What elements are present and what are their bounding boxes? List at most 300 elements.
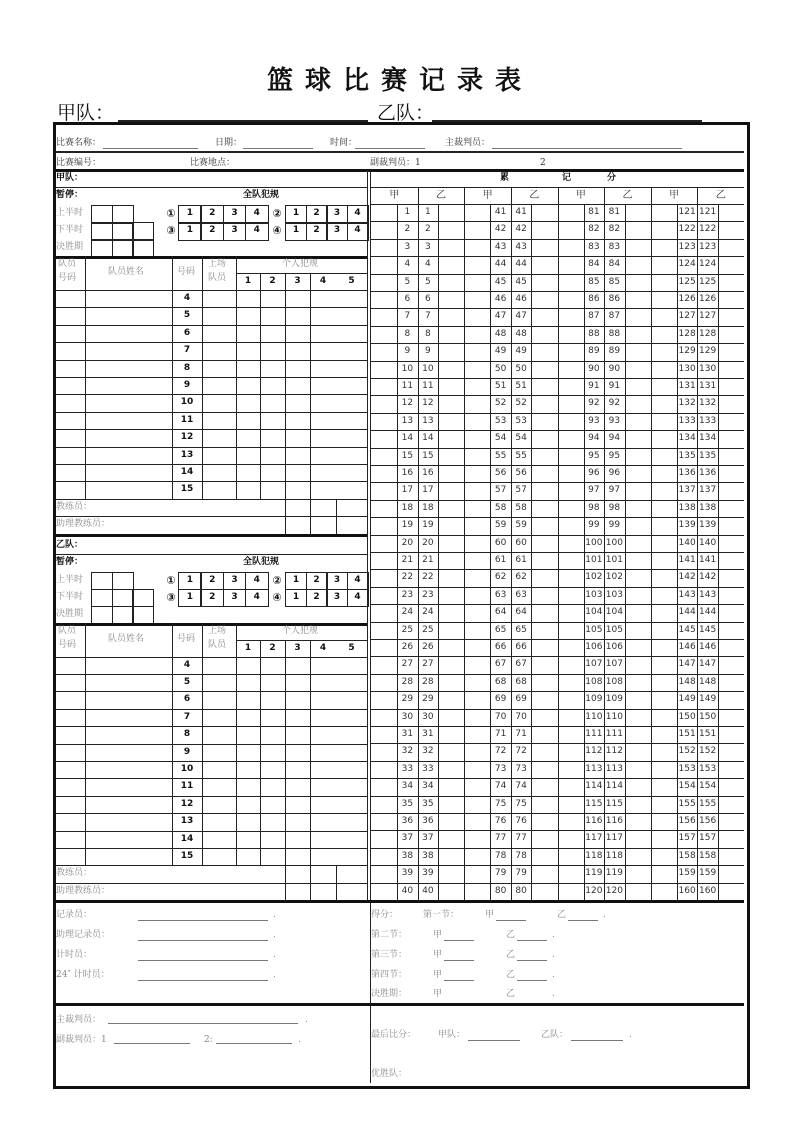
- team-a-score-cell[interactable]: 152: [678, 746, 696, 757]
- team-b-score-cell[interactable]: 98: [608, 502, 621, 513]
- timeout-cell[interactable]: [132, 239, 154, 258]
- team-b-score-cell[interactable]: 119: [605, 868, 623, 879]
- q3-a-field[interactable]: [444, 960, 474, 961]
- team-a-score-cell[interactable]: 114: [585, 781, 603, 792]
- team-a-score-cell[interactable]: 31: [401, 729, 414, 739]
- team-a-score-cell[interactable]: 32: [401, 746, 414, 757]
- date-field[interactable]: [243, 148, 313, 149]
- team-a-score-cell[interactable]: 155: [678, 798, 696, 809]
- team-b-score-cell[interactable]: 5: [425, 276, 431, 287]
- team-a-score-cell[interactable]: 65: [494, 624, 507, 635]
- team-a-score-cell[interactable]: 95: [588, 450, 600, 461]
- team-b-score-cell[interactable]: 123: [699, 241, 717, 252]
- team-a-score-cell[interactable]: 34: [401, 781, 414, 792]
- team-foul-cell[interactable]: 1: [285, 572, 307, 591]
- team-a-score-cell[interactable]: 99: [588, 520, 600, 531]
- referee-sign-field[interactable]: [108, 1023, 298, 1024]
- team-foul-cell[interactable]: 4: [245, 572, 269, 591]
- timeout-cell[interactable]: [112, 589, 134, 608]
- team-b-score-cell[interactable]: 99: [608, 520, 621, 531]
- q2-a-field[interactable]: [444, 940, 474, 941]
- team-a-score-cell[interactable]: 133: [678, 415, 696, 426]
- timeout-cell[interactable]: [91, 222, 113, 241]
- team-b-score-cell[interactable]: 41: [515, 207, 527, 217]
- team-a-score-cell[interactable]: 131: [678, 381, 696, 391]
- team-b-score-cell[interactable]: 20: [422, 537, 434, 548]
- team-b-score-cell[interactable]: 81: [608, 207, 621, 217]
- team-foul-cell[interactable]: 3: [223, 572, 247, 591]
- team-b-score-cell[interactable]: 106: [605, 642, 623, 652]
- timeout-cell[interactable]: [91, 572, 113, 591]
- team-a-score-cell[interactable]: 6: [404, 294, 411, 304]
- team-b-score-cell[interactable]: 16: [422, 468, 434, 478]
- team-a-score-cell[interactable]: 70: [494, 711, 507, 722]
- team-b-score-cell[interactable]: 101: [605, 555, 623, 565]
- team-foul-cell[interactable]: 3: [326, 205, 348, 224]
- team-a-score-cell[interactable]: 127: [678, 311, 696, 322]
- team-a-score-cell[interactable]: 132: [678, 398, 696, 409]
- timeout-cell[interactable]: [91, 589, 113, 608]
- team-b-score-cell[interactable]: 86: [608, 294, 621, 304]
- timeout-cell[interactable]: [132, 589, 154, 608]
- team-b-score-cell[interactable]: 44: [515, 259, 527, 270]
- team-foul-cell[interactable]: 1: [178, 222, 202, 241]
- team-a-score-cell[interactable]: 88: [588, 328, 600, 339]
- team-a-score-cell[interactable]: 41: [494, 207, 507, 217]
- team-a-score-cell[interactable]: 47: [494, 311, 507, 322]
- team-b-score-cell[interactable]: 39: [422, 868, 434, 879]
- team-a-score-cell[interactable]: 38: [401, 850, 414, 861]
- team-b-score-cell[interactable]: 140: [699, 537, 717, 548]
- team-a-score-cell[interactable]: 123: [678, 241, 696, 252]
- team-a-score-cell[interactable]: 87: [588, 311, 600, 322]
- team-a-score-cell[interactable]: 96: [588, 468, 600, 478]
- team-b-score-cell[interactable]: 156: [699, 816, 717, 826]
- team-b-score-cell[interactable]: 138: [699, 502, 717, 513]
- team-a-score-cell[interactable]: 71: [494, 729, 507, 739]
- team-b-score-cell[interactable]: 7: [425, 311, 431, 322]
- team-b-score-cell[interactable]: 154: [699, 781, 717, 792]
- team-a-score-cell[interactable]: 15: [401, 450, 414, 461]
- team-b-score-cell[interactable]: 4: [425, 259, 431, 270]
- team-a-score-cell[interactable]: 5: [404, 276, 411, 287]
- team-b-score-cell[interactable]: 82: [608, 224, 621, 235]
- team-b-score-cell[interactable]: 9: [425, 346, 431, 357]
- team-a-score-cell[interactable]: 73: [494, 763, 507, 774]
- team-a-score-cell[interactable]: 50: [494, 363, 507, 374]
- team-b-score-cell[interactable]: 40: [422, 885, 434, 896]
- team-a-score-cell[interactable]: 68: [494, 676, 507, 687]
- team-b-score-cell[interactable]: 96: [608, 468, 621, 478]
- team-a-score-cell[interactable]: 150: [678, 711, 696, 722]
- team-a-score-cell[interactable]: 42: [494, 224, 507, 235]
- time-field[interactable]: [355, 148, 425, 149]
- team-b-score-cell[interactable]: 125: [699, 276, 717, 287]
- team-b-score-cell[interactable]: 149: [699, 694, 717, 705]
- team-b-score-cell[interactable]: 26: [422, 642, 434, 652]
- team-b-score-cell[interactable]: 42: [515, 224, 527, 235]
- team-a-score-cell[interactable]: 59: [494, 520, 507, 531]
- team-a-score-cell[interactable]: 74: [494, 781, 507, 792]
- team-a-score-cell[interactable]: 64: [494, 607, 507, 618]
- team-a-score-cell[interactable]: 30: [401, 711, 414, 722]
- team-b-score-cell[interactable]: 47: [515, 311, 527, 322]
- team-b-score-cell[interactable]: 52: [515, 398, 527, 409]
- team-a-score-cell[interactable]: 78: [494, 850, 507, 861]
- team-a-score-cell[interactable]: 134: [678, 433, 696, 444]
- team-a-score-cell[interactable]: 129: [678, 346, 696, 357]
- team-b-score-cell[interactable]: 107: [605, 659, 623, 670]
- team-a-score-cell[interactable]: 19: [401, 520, 414, 531]
- team-b-score-cell[interactable]: 151: [699, 729, 717, 739]
- team-a-score-cell[interactable]: 20: [401, 537, 414, 548]
- team-b-score-cell[interactable]: 152: [699, 746, 717, 757]
- team-b-score-cell[interactable]: 64: [515, 607, 527, 618]
- timeout-cell[interactable]: [91, 239, 113, 258]
- team-a-score-cell[interactable]: 12: [401, 398, 414, 409]
- team-a-score-cell[interactable]: 91: [588, 381, 600, 391]
- team-b-score-cell[interactable]: 74: [515, 781, 527, 792]
- team-a-score-cell[interactable]: 138: [678, 502, 696, 513]
- team-a-score-cell[interactable]: 84: [588, 259, 600, 270]
- timeout-cell[interactable]: [112, 572, 134, 591]
- team-b-score-cell[interactable]: 15: [422, 450, 434, 461]
- team-b-score-cell[interactable]: 8: [425, 328, 431, 339]
- team-b-score-cell[interactable]: 90: [608, 363, 621, 374]
- team-foul-cell[interactable]: 4: [347, 222, 369, 241]
- team-b-score-cell[interactable]: 48: [515, 328, 527, 339]
- team-a-score-cell[interactable]: 82: [588, 224, 600, 235]
- team-a-score-cell[interactable]: 110: [585, 711, 603, 722]
- team-b-score-cell[interactable]: 137: [699, 485, 717, 496]
- team-b-score-cell[interactable]: 132: [699, 398, 717, 409]
- team-b-score-cell[interactable]: 25: [422, 624, 434, 635]
- team-b-score-cell[interactable]: 150: [699, 711, 717, 722]
- team-foul-cell[interactable]: 1: [178, 205, 202, 224]
- team-a-score-cell[interactable]: 57: [494, 485, 507, 496]
- team-a-score-cell[interactable]: 116: [585, 816, 603, 826]
- team-a-score-cell[interactable]: 56: [494, 468, 507, 478]
- team-a-score-cell[interactable]: 26: [401, 642, 414, 652]
- team-b-score-cell[interactable]: 159: [699, 868, 717, 879]
- team-a-score-cell[interactable]: 35: [401, 798, 414, 809]
- scorer-field[interactable]: [138, 920, 268, 921]
- team-b-score-cell[interactable]: 60: [515, 537, 527, 548]
- team-a-score-cell[interactable]: 145: [678, 624, 696, 635]
- q1-b-field[interactable]: [568, 920, 598, 921]
- team-foul-cell[interactable]: 3: [223, 589, 247, 608]
- timeout-cell[interactable]: [112, 222, 134, 241]
- team-b-score-cell[interactable]: 109: [605, 694, 623, 705]
- team-b-score-cell[interactable]: 142: [699, 572, 717, 583]
- team-a-score-cell[interactable]: 3: [404, 241, 411, 252]
- team-b-score-cell[interactable]: 66: [515, 642, 527, 652]
- team-b-score-cell[interactable]: 94: [608, 433, 621, 444]
- team-a-score-cell[interactable]: 1: [404, 207, 411, 217]
- team-a-score-cell[interactable]: 147: [678, 659, 696, 670]
- team-foul-cell[interactable]: 3: [223, 205, 247, 224]
- team-foul-cell[interactable]: 2: [200, 572, 224, 591]
- team-b-score-cell[interactable]: 102: [605, 572, 623, 583]
- team-a-score-cell[interactable]: 139: [678, 520, 696, 531]
- q2-b-field[interactable]: [517, 940, 547, 941]
- timeout-cell[interactable]: [132, 606, 154, 625]
- team-b-score-cell[interactable]: 112: [605, 746, 623, 757]
- team-a-score-cell[interactable]: 128: [678, 328, 696, 339]
- team-b-score-cell[interactable]: 18: [422, 502, 434, 513]
- team-b-score-cell[interactable]: 29: [422, 694, 434, 705]
- team-b-score-cell[interactable]: 61: [515, 555, 527, 565]
- team-a-score-cell[interactable]: 67: [494, 659, 507, 670]
- team-b-score-cell[interactable]: 38: [422, 850, 434, 861]
- team-b-score-cell[interactable]: 134: [699, 433, 717, 444]
- team-a-score-cell[interactable]: 151: [678, 729, 696, 739]
- team-b-score-cell[interactable]: 49: [515, 346, 527, 357]
- team-a-score-cell[interactable]: 8: [404, 328, 411, 339]
- team-foul-cell[interactable]: 1: [285, 589, 307, 608]
- team-a-score-cell[interactable]: 21: [401, 555, 414, 565]
- team-a-score-cell[interactable]: 54: [494, 433, 507, 444]
- team-b-score-cell[interactable]: 78: [515, 850, 527, 861]
- team-b-score-cell[interactable]: 21: [422, 555, 434, 565]
- team-a-score-cell[interactable]: 102: [585, 572, 603, 583]
- team-b-score-cell[interactable]: 97: [608, 485, 621, 496]
- team-a-score-cell[interactable]: 153: [678, 763, 696, 774]
- team-a-score-cell[interactable]: 80: [494, 885, 507, 896]
- team-a-score-cell[interactable]: 119: [585, 868, 603, 879]
- team-b-score-cell[interactable]: 70: [515, 711, 527, 722]
- team-b-score-cell[interactable]: 50: [515, 363, 527, 374]
- team-a-score-cell[interactable]: 43: [494, 241, 507, 252]
- team-a-score-cell[interactable]: 10: [401, 363, 414, 374]
- team-a-score-cell[interactable]: 115: [585, 798, 603, 809]
- team-a-score-cell[interactable]: 7: [404, 311, 411, 322]
- team-b-score-cell[interactable]: 100: [605, 537, 623, 548]
- team-a-score-cell[interactable]: 86: [588, 294, 600, 304]
- shot-clock-field[interactable]: [138, 980, 268, 981]
- team-b-score-cell[interactable]: 53: [515, 415, 527, 426]
- team-foul-cell[interactable]: 3: [326, 572, 348, 591]
- team-b-score-cell[interactable]: 55: [515, 450, 527, 461]
- team-foul-cell[interactable]: 2: [306, 589, 328, 608]
- team-a-score-cell[interactable]: 66: [494, 642, 507, 652]
- team-a-score-cell[interactable]: 23: [401, 589, 414, 600]
- team-a-score-cell[interactable]: 46: [494, 294, 507, 304]
- team-a-score-cell[interactable]: 24: [401, 607, 414, 618]
- team-b-score-cell[interactable]: 75: [515, 798, 527, 809]
- team-b-score-cell[interactable]: 30: [422, 711, 434, 722]
- team-a-score-cell[interactable]: 112: [585, 746, 603, 757]
- team-a-score-cell[interactable]: 63: [494, 589, 507, 600]
- team-a-score-cell[interactable]: 146: [678, 642, 696, 652]
- team-a-score-cell[interactable]: 28: [401, 676, 414, 687]
- team-b-score-cell[interactable]: 110: [605, 711, 623, 722]
- team-b-score-cell[interactable]: 34: [422, 781, 434, 792]
- team-b-score-cell[interactable]: 135: [699, 450, 717, 461]
- team-a-score-cell[interactable]: 53: [494, 415, 507, 426]
- team-a-score-cell[interactable]: 105: [585, 624, 603, 635]
- team-a-score-cell[interactable]: 29: [401, 694, 414, 705]
- team-b-score-cell[interactable]: 128: [699, 328, 717, 339]
- team-b-score-cell[interactable]: 13: [422, 415, 434, 426]
- team-foul-cell[interactable]: 3: [326, 222, 348, 241]
- team-a-score-cell[interactable]: 98: [588, 502, 600, 513]
- team-b-score-cell[interactable]: 36: [422, 816, 434, 826]
- team-a-score-cell[interactable]: 11: [401, 381, 414, 391]
- team-a-score-cell[interactable]: 25: [401, 624, 414, 635]
- team-a-score-cell[interactable]: 111: [585, 729, 603, 739]
- team-b-score-cell[interactable]: 43: [515, 241, 527, 252]
- final-team-b-field[interactable]: [571, 1040, 623, 1041]
- team-b-score-cell[interactable]: 104: [605, 607, 623, 618]
- team-a-score-cell[interactable]: 72: [494, 746, 507, 757]
- team-b-score-cell[interactable]: 118: [605, 850, 623, 861]
- team-b-score-cell[interactable]: 144: [699, 607, 717, 618]
- team-a-score-cell[interactable]: 149: [678, 694, 696, 705]
- team-a-score-cell[interactable]: 118: [585, 850, 603, 861]
- team-b-score-cell[interactable]: 62: [515, 572, 527, 583]
- team-a-score-cell[interactable]: 37: [401, 833, 414, 844]
- team-a-score-cell[interactable]: 49: [494, 346, 507, 357]
- team-a-score-cell[interactable]: 17: [401, 485, 414, 496]
- team-b-score-cell[interactable]: 111: [605, 729, 623, 739]
- team-a-score-cell[interactable]: 117: [585, 833, 603, 844]
- team-a-score-cell[interactable]: 158: [678, 850, 696, 861]
- team-a-score-cell[interactable]: 45: [494, 276, 507, 287]
- referee-field[interactable]: [492, 148, 682, 149]
- team-b-score-cell[interactable]: 103: [605, 589, 623, 600]
- team-b-score-cell[interactable]: 65: [515, 624, 527, 635]
- team-b-score-cell[interactable]: 27: [422, 659, 434, 670]
- team-b-score-cell[interactable]: 19: [422, 520, 434, 531]
- team-a-score-cell[interactable]: 122: [678, 224, 696, 235]
- team-a-score-cell[interactable]: 2: [404, 224, 411, 235]
- team-a-score-cell[interactable]: 159: [678, 868, 696, 879]
- team-a-score-cell[interactable]: 141: [678, 555, 696, 565]
- team-b-score-cell[interactable]: 95: [608, 450, 621, 461]
- team-foul-cell[interactable]: 4: [347, 572, 369, 591]
- team-b-score-cell[interactable]: 85: [608, 276, 621, 287]
- umpire-1-sign-field[interactable]: [114, 1043, 190, 1044]
- team-a-score-cell[interactable]: 39: [401, 868, 414, 879]
- team-b-score-cell[interactable]: 143: [699, 589, 717, 600]
- team-b-score-cell[interactable]: 148: [699, 676, 717, 687]
- team-a-score-cell[interactable]: 52: [494, 398, 507, 409]
- team-b-score-cell[interactable]: 12: [422, 398, 434, 409]
- team-a-score-cell[interactable]: 4: [404, 259, 411, 270]
- team-a-score-cell[interactable]: 126: [678, 294, 696, 304]
- team-a-score-cell[interactable]: 18: [401, 502, 414, 513]
- team-a-score-cell[interactable]: 135: [678, 450, 696, 461]
- team-a-score-cell[interactable]: 79: [494, 868, 507, 879]
- team-b-score-cell[interactable]: 114: [605, 781, 623, 792]
- team-a-score-cell[interactable]: 107: [585, 659, 603, 670]
- team-b-score-cell[interactable]: 68: [515, 676, 527, 687]
- team-a-score-cell[interactable]: 69: [494, 694, 507, 705]
- team-a-score-cell[interactable]: 109: [585, 694, 603, 705]
- team-b-score-cell[interactable]: 71: [515, 729, 527, 739]
- team-a-score-cell[interactable]: 156: [678, 816, 696, 826]
- team-a-score-cell[interactable]: 142: [678, 572, 696, 583]
- timeout-cell[interactable]: [91, 205, 113, 224]
- team-b-score-cell[interactable]: 147: [699, 659, 717, 670]
- team-b-score-cell[interactable]: 130: [699, 363, 717, 374]
- team-b-score-cell[interactable]: 1: [425, 207, 431, 217]
- team-foul-cell[interactable]: 2: [306, 572, 328, 591]
- team-foul-cell[interactable]: 2: [306, 205, 328, 224]
- team-a-score-cell[interactable]: 104: [585, 607, 603, 618]
- team-a-score-cell[interactable]: 101: [585, 555, 603, 565]
- team-foul-cell[interactable]: 4: [245, 205, 269, 224]
- team-b-score-cell[interactable]: 3: [425, 241, 431, 252]
- team-foul-cell[interactable]: 1: [178, 572, 202, 591]
- team-b-score-cell[interactable]: 14: [422, 433, 434, 444]
- team-b-score-cell[interactable]: 117: [605, 833, 623, 844]
- timeout-cell[interactable]: [91, 606, 113, 625]
- team-a-score-cell[interactable]: 16: [401, 468, 414, 478]
- team-a-score-cell[interactable]: 103: [585, 589, 603, 600]
- team-b-score-cell[interactable]: 69: [515, 694, 527, 705]
- team-a-score-cell[interactable]: 100: [585, 537, 603, 548]
- team-a-score-cell[interactable]: 89: [588, 346, 600, 357]
- team-a-score-cell[interactable]: 92: [588, 398, 600, 409]
- assistant-scorer-field[interactable]: [138, 940, 268, 941]
- team-b-score-cell[interactable]: 32: [422, 746, 434, 757]
- team-b-score-cell[interactable]: 35: [422, 798, 434, 809]
- team-a-score-cell[interactable]: 121: [678, 207, 696, 217]
- team-b-score-cell[interactable]: 77: [515, 833, 527, 844]
- team-a-score-cell[interactable]: 60: [494, 537, 507, 548]
- team-b-score-cell[interactable]: 88: [608, 328, 621, 339]
- team-b-score-cell[interactable]: 127: [699, 311, 717, 322]
- team-b-score-cell[interactable]: 91: [608, 381, 621, 391]
- team-a-score-cell[interactable]: 44: [494, 259, 507, 270]
- team-b-score-cell[interactable]: 105: [605, 624, 623, 635]
- team-a-score-cell[interactable]: 62: [494, 572, 507, 583]
- team-b-score-cell[interactable]: 31: [422, 729, 434, 739]
- team-b-score-cell[interactable]: 108: [605, 676, 623, 687]
- team-b-score-cell[interactable]: 46: [515, 294, 527, 304]
- team-b-score-cell[interactable]: 131: [699, 381, 717, 391]
- q1-a-field[interactable]: [496, 920, 526, 921]
- team-foul-cell[interactable]: 2: [200, 205, 224, 224]
- team-b-score-cell[interactable]: 23: [422, 589, 434, 600]
- team-b-score-cell[interactable]: 11: [422, 381, 434, 391]
- team-b-score-cell[interactable]: 24: [422, 607, 434, 618]
- team-a-score-cell[interactable]: 85: [588, 276, 600, 287]
- team-b-score-cell[interactable]: 113: [605, 763, 623, 774]
- team-b-score-cell[interactable]: 33: [422, 763, 434, 774]
- team-b-score-cell[interactable]: 59: [515, 520, 527, 531]
- team-b-score-cell[interactable]: 76: [515, 816, 527, 826]
- timeout-cell[interactable]: [112, 205, 134, 224]
- timer-field[interactable]: [138, 960, 268, 961]
- team-a-score-cell[interactable]: 48: [494, 328, 507, 339]
- team-a-score-cell[interactable]: 55: [494, 450, 507, 461]
- team-a-score-cell[interactable]: 160: [678, 885, 696, 896]
- team-foul-cell[interactable]: 3: [223, 222, 247, 241]
- timeout-cell[interactable]: [112, 239, 134, 258]
- team-a-score-cell[interactable]: 77: [494, 833, 507, 844]
- team-foul-cell[interactable]: 1: [285, 205, 307, 224]
- team-b-score-cell[interactable]: 80: [515, 885, 527, 896]
- team-a-score-cell[interactable]: 76: [494, 816, 507, 826]
- team-a-score-cell[interactable]: 36: [401, 816, 414, 826]
- team-a-score-cell[interactable]: 97: [588, 485, 600, 496]
- team-a-score-cell[interactable]: 108: [585, 676, 603, 687]
- team-b-score-cell[interactable]: 136: [699, 468, 717, 478]
- team-b-score-cell[interactable]: 2: [425, 224, 431, 235]
